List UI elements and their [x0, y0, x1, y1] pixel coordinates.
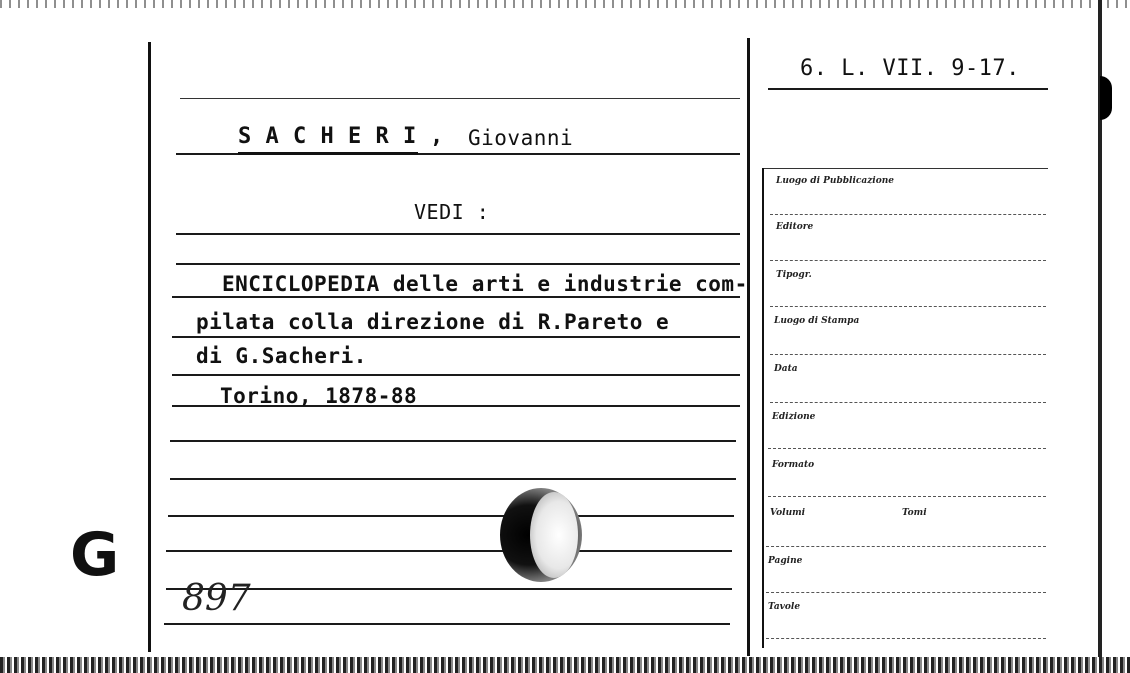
field-top-rule: [764, 168, 1048, 169]
author-given-name: Giovanni: [468, 126, 574, 150]
handwritten-number: 897: [182, 578, 251, 619]
author-surname: S A C H E R I: [238, 124, 417, 149]
ruled-line: [180, 98, 740, 99]
punch-hole-highlight: [530, 492, 578, 578]
field-dash: [770, 306, 1046, 307]
card-notch: [1100, 76, 1112, 120]
field-column-rule: [747, 38, 750, 656]
field-editore: Editore: [776, 222, 814, 232]
field-dash: [770, 354, 1046, 355]
field-formato: Formato: [772, 460, 815, 470]
scan-bottom-edge: [0, 657, 1130, 673]
ruled-line: [170, 440, 736, 442]
field-dash: [766, 546, 1046, 547]
author-separator: ,: [430, 124, 444, 149]
field-luogo-pubblicazione: Luogo di Pubblicazione: [776, 176, 894, 186]
field-tomi: Tomi: [902, 508, 927, 518]
field-dash: [766, 638, 1046, 639]
field-tipogr: Tipogr.: [776, 270, 812, 280]
shelfmark-underline: [768, 88, 1048, 90]
entry-line-2: pilata colla direzione di R.Pareto e: [196, 310, 670, 334]
field-data: Data: [774, 364, 798, 374]
field-tavole: Tavole: [768, 602, 801, 612]
ruled-line: [168, 515, 734, 517]
field-pagine: Pagine: [768, 556, 803, 566]
field-dash: [768, 496, 1046, 497]
ruled-line: [176, 233, 740, 235]
entry-line-4: Torino, 1878-88: [220, 384, 418, 408]
left-margin-rule: [148, 42, 151, 652]
field-dash: [768, 448, 1046, 449]
ruled-line: [166, 550, 732, 552]
ruled-line: [170, 478, 736, 480]
field-dash: [770, 260, 1046, 261]
field-dash: [766, 592, 1046, 593]
ruled-line: [172, 296, 740, 298]
see-label: VEDI :: [414, 200, 490, 224]
shelfmark: 6. L. VII. 9-17.: [800, 56, 1020, 81]
ruled-line: [172, 374, 740, 376]
ruled-line: [176, 263, 740, 265]
field-edizione: Edizione: [772, 412, 816, 422]
field-dash: [770, 402, 1046, 403]
entry-line-1: ENCICLOPEDIA delle arti e industrie com-: [222, 272, 748, 296]
field-dash: [770, 214, 1046, 215]
ruled-line: [164, 623, 730, 625]
entry-line-3: di G.Sacheri.: [196, 344, 367, 368]
stamp-letter: G: [70, 520, 120, 590]
ruled-line: [172, 336, 740, 338]
field-inner-rule: [762, 168, 764, 648]
field-luogo-stampa: Luogo di Stampa: [774, 316, 860, 326]
field-volumi: Volumi: [770, 508, 806, 518]
scan-top-edge: [0, 0, 1130, 8]
author-underline: [238, 152, 418, 155]
